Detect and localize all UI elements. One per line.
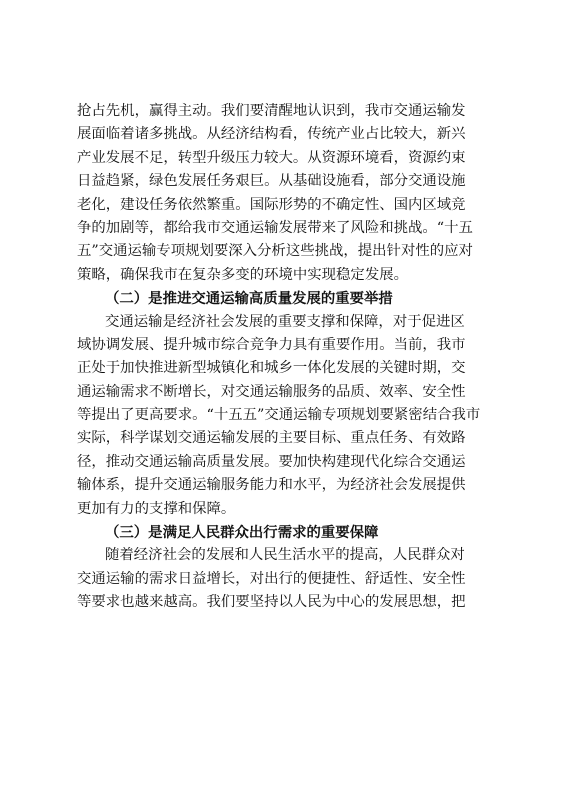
text-line: 等要求也越来越高。我们要坚持以人民为中心的发展思想，把 — [77, 594, 466, 611]
paragraph-first-line: 随着经济社会的发展和人民生活水平的提高，人民群众对 — [105, 547, 465, 564]
text-line: 争的加剧等，都给我市交通运输发展带来了风险和挑战。“十五 — [77, 219, 473, 236]
text-line: 交通运输的需求日益增长，对出行的便捷性、舒适性、安全性 — [77, 570, 466, 587]
text-line: 输体系，提升交通运输服务能力和水平，为经济社会发展提供 — [77, 477, 466, 494]
paragraph-first-line: 交通运输是经济社会发展的重要支撑和保障，对于促进区 — [105, 313, 465, 330]
text-line: 老化，建设任务依然繁重。国际形势的不确定性、国内区域竞 — [77, 196, 466, 213]
text-line: 正处于加快推进新型城镇化和城乡一体化发展的关键时期，交 — [77, 360, 466, 377]
text-line: 等提出了更高要求。“十五五”交通运输专项规划要紧密结合我市 — [77, 407, 481, 424]
text-line: 径，推动交通运输高质量发展。要加快构建现代化综合交通运 — [77, 453, 466, 470]
text-line: 实际，科学谋划交通运输发展的主要目标、重点任务、有效路 — [77, 430, 466, 447]
text-line: 产业发展不足，转型升级压力较大。从资源环境看，资源约束 — [77, 149, 466, 166]
section-heading: （三）是满足人民群众出行需求的重要保障 — [105, 524, 379, 542]
text-line: 通运输需求不断增长，对交通运输服务的品质、效率、安全性 — [77, 383, 466, 400]
text-line: 展面临着诸多挑战。从经济结构看，传统产业占比较大，新兴 — [77, 126, 466, 143]
text-line: 域协调发展、提升城市综合竞争力具有重要作用。当前，我市 — [77, 336, 466, 353]
section-heading: （二）是推进交通运输高质量发展的重要举措 — [105, 290, 393, 308]
text-line: 策略，确保我市在复杂多变的环境中实现稳定发展。 — [77, 266, 408, 283]
text-line: 更加有力的支撑和保障。 — [77, 500, 236, 517]
text-line: 日益趋紧，绿色发展任务艰巨。从基础设施看，部分交通设施 — [77, 173, 466, 190]
text-line: 抢占先机，赢得主动。我们要清醒地认识到，我市交通运输发 — [77, 103, 466, 119]
document-body — [77, 100, 497, 615]
text-line: 五”交通运输专项规划要深入分析这些挑战，提出针对性的应对 — [77, 243, 473, 260]
